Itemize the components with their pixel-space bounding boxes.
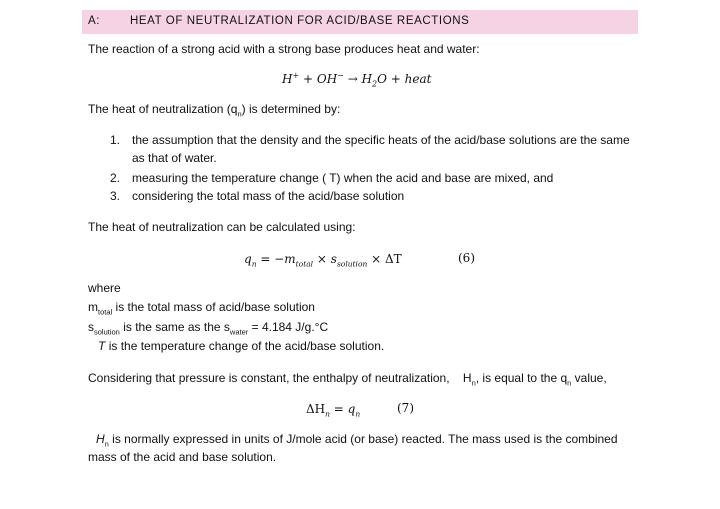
closing-line-1: $H_n$ is normally expressed in units of J/mole acid (or base) reacted. The mass used is the combined [96, 432, 618, 449]
enthalpy-text: Considering that pressure is constant, the enthalpy of neutralization, $H_n$, is equal to the $q_n$ value, [88, 371, 607, 388]
determined-text: The heat of neutralization $(q_n)$ is determined by: [88, 102, 341, 119]
list-number: 1. [110, 133, 121, 147]
def-temperature: T is the temperature change of the acid/base solution. [98, 339, 385, 353]
equation-7: $\Delta H_n = q_n$ [306, 402, 361, 419]
list-number: 3. [110, 189, 121, 203]
section-title: HEAT OF NEUTRALIZATION FOR ACID/BASE REACTIONS [130, 15, 470, 27]
intro-text: The reaction of a strong acid with a strong base produces heat and water: [88, 42, 480, 56]
reaction-equation: $H^+ + OH^- \to H_2O$ + heat [282, 71, 432, 89]
list-item-1: 1. the assumption that the density and the specific heats of the acid/base solutions are the same [110, 133, 630, 147]
equation-7-number: (7) [397, 401, 414, 415]
calc-intro: The heat of neutralization can be calculated using: [88, 220, 356, 234]
section-label: A: [88, 15, 101, 27]
def-specific-heat: $s_{solution}$ is the same as the $s_{water} = 4.184$ J/g.°C [88, 320, 329, 337]
list-item-2: 2. measuring the temperature change ( T) when the acid and base are mixed, and [110, 171, 554, 185]
list-number: 2. [110, 171, 121, 185]
list-item-3: 3. considering the total mass of the acid/base solution [110, 189, 405, 203]
equation-6-number: (6) [458, 251, 475, 265]
section-heading [82, 10, 638, 34]
list-item-1-cont: as that of water. [132, 151, 217, 165]
where-text: where [88, 281, 121, 295]
def-mass: $m_{total}$ is the total mass of acid/base solution [88, 300, 315, 317]
equation-6: $q_n = -m_{total} \times s_{solution} \times \Delta T$ [244, 252, 402, 269]
closing-line-2: mass of the acid and base solution. [88, 450, 277, 464]
